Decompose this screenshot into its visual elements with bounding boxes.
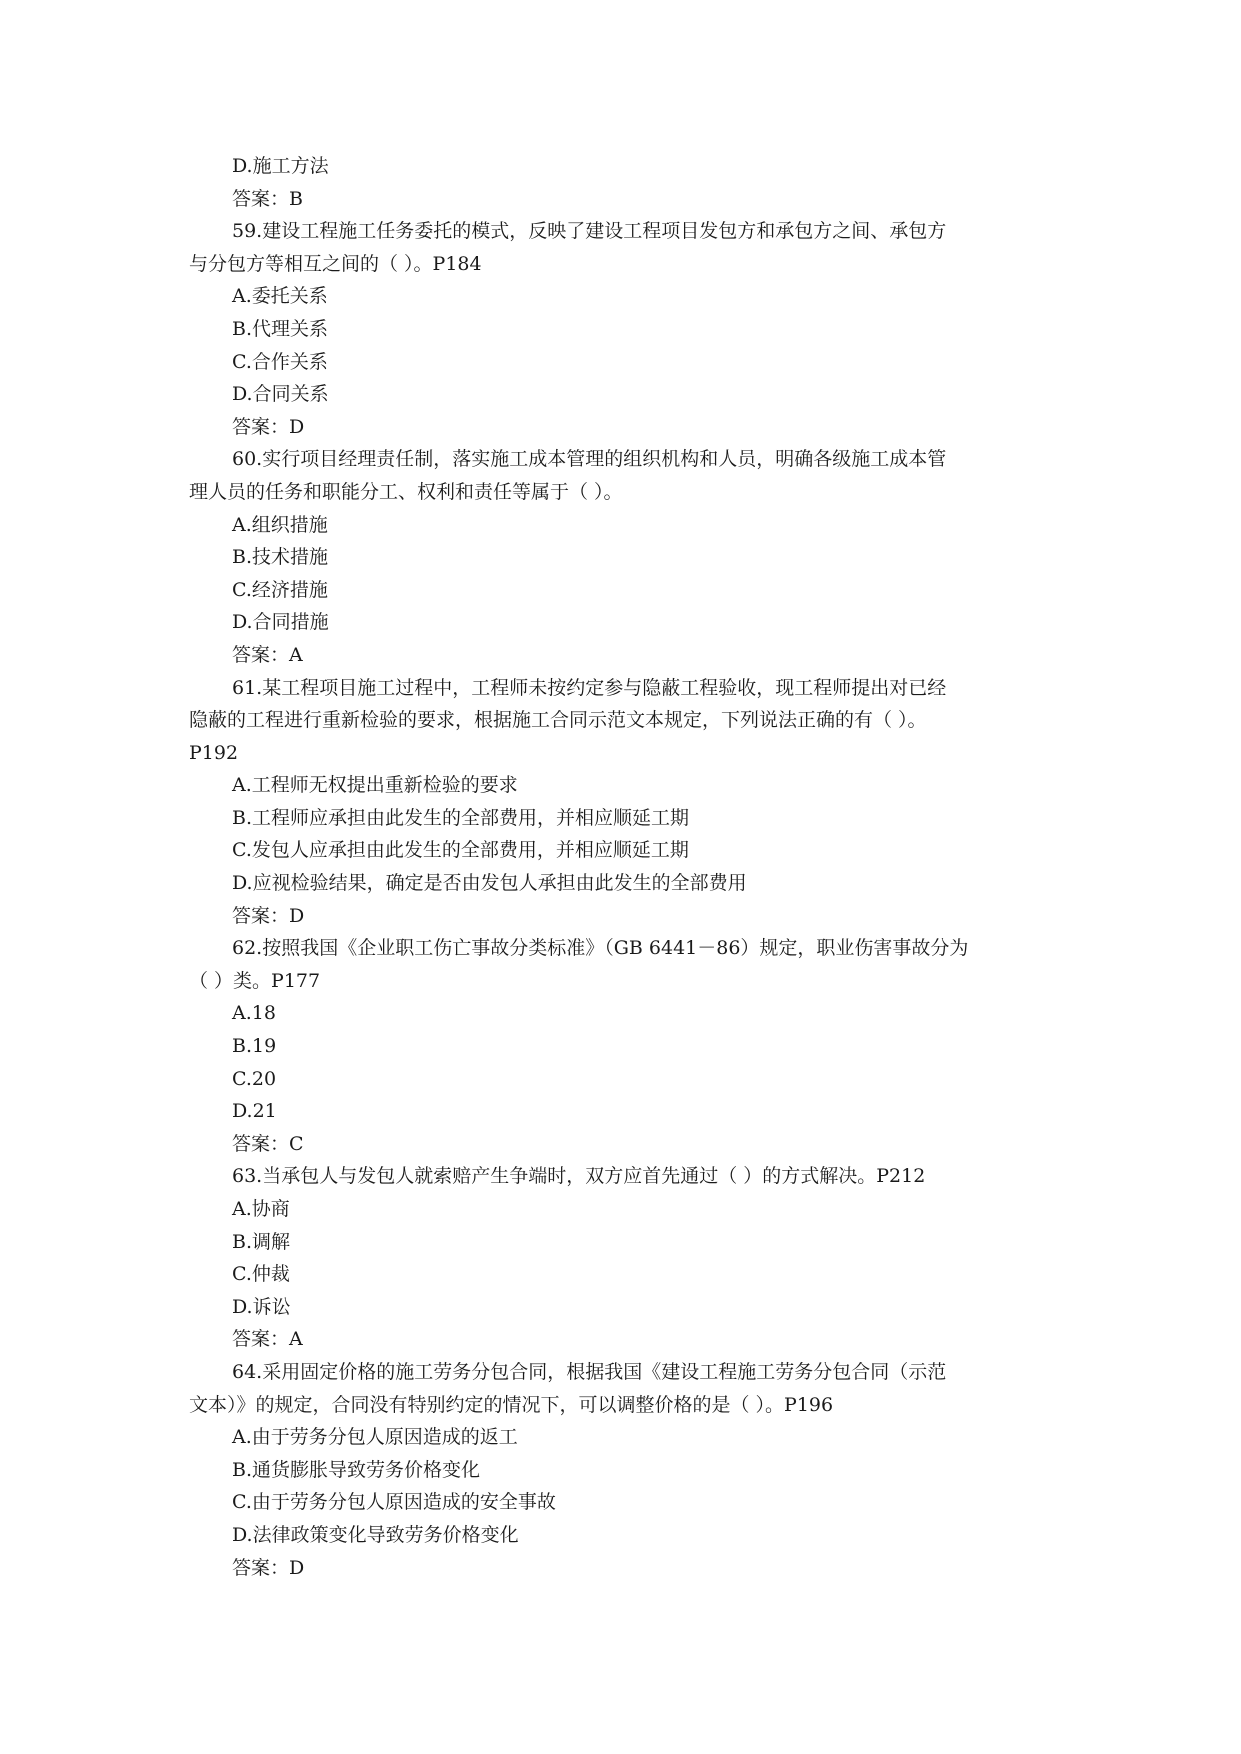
- option-text: A.委托关系: [232, 285, 328, 308]
- option-text: D.合同关系: [232, 383, 329, 406]
- option-text: D.施工方法: [232, 155, 329, 177]
- option-text: B.代理关系: [232, 317, 329, 340]
- option-text: A.18: [232, 1002, 276, 1025]
- option-text: D.诉讼: [232, 1295, 291, 1318]
- option-text: C.20: [232, 1067, 277, 1090]
- option-text: C.经济措施: [232, 578, 328, 601]
- question-60-line-2: 理人员的任务和职能分工、权利和责任等属于（ ）。: [189, 480, 623, 503]
- option-text: A.工程师无权提出重新检验的要求: [232, 774, 518, 797]
- answer-text: 答案：C: [232, 1132, 304, 1155]
- option-text: C.仲裁: [232, 1263, 290, 1286]
- answer-text: 答案：A: [232, 643, 303, 666]
- answer-text: 答案：D: [232, 1556, 305, 1579]
- answer-text: 答案：D: [232, 415, 305, 438]
- question-62-line-2: （ ）类。P177: [189, 969, 321, 992]
- option-text: D.合同措施: [232, 611, 329, 634]
- option-text: B.调解: [232, 1230, 291, 1253]
- question-64-line-1: 64.采用固定价格的施工劳务分包合同，根据我国《建设工程施工劳务分包合同（示范: [232, 1360, 947, 1383]
- option-text: D.21: [232, 1100, 277, 1123]
- option-text: B.19: [232, 1035, 277, 1058]
- answer-text: 答案：B: [232, 187, 303, 210]
- option-text: B.工程师应承担由此发生的全部费用，并相应顺延工期: [232, 806, 690, 829]
- question-59-line-2: 与分包方等相互之间的（ ）。P184: [189, 252, 482, 275]
- question-61-line-2: 隐蔽的工程进行重新检验的要求，根据施工合同示范文本规定，下列说法正确的有（ ）。: [189, 709, 927, 732]
- option-text: D.法律政策变化导致劳务价格变化: [232, 1523, 519, 1546]
- option-text: A.组织措施: [232, 513, 328, 536]
- question-61-line-1: 61.某工程项目施工过程中，工程师未按约定参与隐蔽工程验收，现工程师提出对已经: [232, 676, 947, 699]
- question-59-line-1: 59.建设工程施工任务委托的模式，反映了建设工程项目发包方和承包方之间、承包方: [232, 220, 947, 243]
- option-text: C.合作关系: [232, 350, 328, 373]
- option-text: B.通货膨胀导致劳务价格变化: [232, 1458, 481, 1481]
- option-text: C.发包人应承担由此发生的全部费用，并相应顺延工期: [232, 839, 689, 862]
- answer-text: 答案：D: [232, 904, 305, 927]
- option-text: A.协商: [232, 1198, 290, 1220]
- document-page: [189, 150, 1059, 1584]
- question-61-line-3: P192: [189, 741, 239, 764]
- answer-text: 答案：A: [232, 1328, 303, 1351]
- question-64-line-2: 文本）》的规定，合同没有特别约定的情况下，可以调整价格的是（ ）。P196: [189, 1393, 834, 1416]
- option-text: A.由于劳务分包人原因造成的返工: [232, 1426, 518, 1449]
- question-63-line-1: 63.当承包人与发包人就索赔产生争端时，双方应首先通过（ ）的方式解决。P212: [232, 1165, 926, 1188]
- question-62-line-1: 62.按照我国《企业职工伤亡事故分类标准》（GB 6441－86）规定，职业伤害事故分为: [232, 937, 969, 960]
- question-60-line-1: 60.实行项目经理责任制，落实施工成本管理的组织机构和人员，明确各级施工成本管: [232, 448, 947, 471]
- option-text: D.应视检验结果，确定是否由发包人承担由此发生的全部费用: [232, 872, 747, 895]
- option-text: B.技术措施: [232, 546, 329, 569]
- option-text: C.由于劳务分包人原因造成的安全事故: [232, 1491, 556, 1514]
